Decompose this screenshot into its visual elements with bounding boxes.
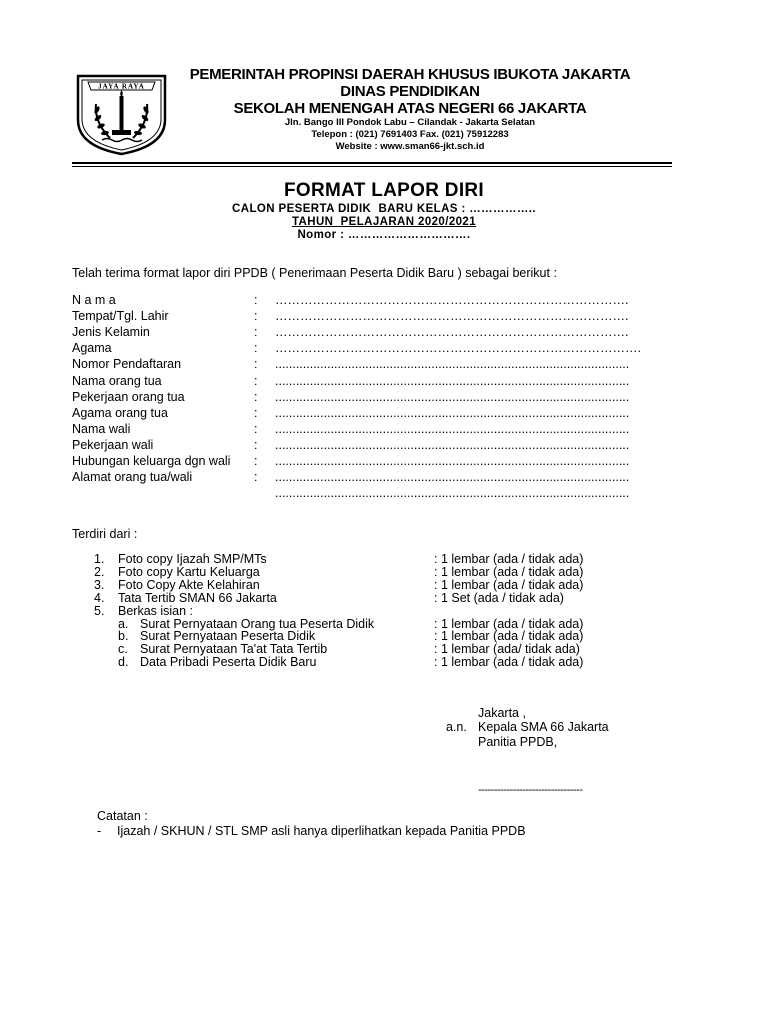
note-dash: - bbox=[97, 824, 102, 838]
document-item bbox=[72, 605, 632, 618]
document-item bbox=[72, 579, 632, 592]
signature-committee: Panitia PPDB, bbox=[478, 735, 558, 749]
field-colon: : bbox=[254, 293, 258, 307]
sub-doc-letter: c. bbox=[118, 642, 128, 657]
doc-number: 3. bbox=[94, 577, 105, 592]
doc-text: Foto copy Kartu Keluarga bbox=[118, 564, 260, 579]
header-government: PEMERINTAH PROPINSI DAERAH KHUSUS IBUKOTA JAKARTA bbox=[189, 66, 631, 83]
doc-number: 2. bbox=[94, 564, 105, 579]
doc-quantity: : 1 lembar (ada / tidak ada) bbox=[434, 564, 584, 579]
field-colon: : bbox=[254, 470, 258, 485]
intro-text: Telah terima format lapor diri PPDB ( Penerimaan Peserta Didik Baru ) sebagai berikut : bbox=[72, 266, 557, 280]
sub-doc-quantity: : 1 lembar (ada / tidak ada) bbox=[434, 629, 584, 644]
field-value-blank: ...................................................................................................... bbox=[275, 357, 630, 372]
header-divider-thin bbox=[72, 166, 672, 167]
field-colon: : bbox=[254, 341, 258, 356]
signature-place: Jakarta , bbox=[478, 706, 526, 720]
form-field-row bbox=[72, 325, 672, 341]
form-field-row bbox=[72, 390, 672, 406]
field-value-blank: ...................................................................................................... bbox=[275, 405, 630, 420]
doc-number: 5. bbox=[94, 603, 105, 618]
field-label: Nama wali bbox=[72, 421, 131, 436]
field-colon: : bbox=[254, 325, 258, 340]
header-divider-thick bbox=[72, 162, 672, 164]
header-department: DINAS PENDIDIKAN bbox=[340, 83, 480, 100]
form-field-row bbox=[72, 357, 672, 373]
school-year: TAHUN PELAJARAN 2020/2021 bbox=[291, 216, 477, 228]
field-label: N a m a bbox=[72, 293, 116, 307]
sub-doc-letter: d. bbox=[118, 655, 129, 670]
sub-doc-quantity: : 1 lembar (ada/ tidak ada) bbox=[434, 642, 580, 657]
field-value-blank: ...................................................................................................... bbox=[275, 421, 630, 436]
field-value-blank: ...................................................................................................... bbox=[275, 373, 630, 388]
school-emblem-logo bbox=[74, 70, 169, 156]
consists-of-label: Terdiri dari : bbox=[72, 527, 138, 541]
document-number: Nomor : …………………………. bbox=[297, 229, 471, 241]
field-colon: : bbox=[254, 357, 258, 372]
form-field-row bbox=[72, 486, 672, 502]
document-subtitle: CALON PESERTA DIDIK BARU KELAS : …………….. bbox=[232, 203, 536, 215]
document-title: FORMAT LAPOR DIRI bbox=[283, 180, 484, 201]
field-value-blank: …………………………………………………………………………. bbox=[275, 293, 629, 307]
form-field-row bbox=[72, 374, 672, 390]
form-field-row bbox=[72, 470, 672, 486]
field-value-blank: …………………………………………………………………………. bbox=[275, 325, 629, 340]
header-address: Jln. Bango III Pondok Labu – Cilandak - Jakarta Selatan bbox=[284, 117, 536, 128]
sub-doc-quantity: : 1 lembar (ada / tidak ada) bbox=[434, 616, 584, 631]
field-value-blank: ...................................................................................................... bbox=[275, 454, 630, 468]
note-text: Ijazah / SKHUN / STL SMP asli hanya diperlihatkan kepada Panitia PPDB bbox=[117, 824, 526, 838]
header-phone: Telepon : (021) 7691403 Fax. (021) 75912283 bbox=[311, 129, 509, 140]
doc-text: Foto Copy Akte Kelahiran bbox=[118, 577, 260, 592]
document-item bbox=[72, 592, 632, 605]
field-label: Agama orang tua bbox=[72, 405, 168, 420]
sub-doc-text: Data Pribadi Peserta Didik Baru bbox=[140, 655, 317, 670]
signature-line: --------------------------------- bbox=[478, 784, 583, 796]
doc-quantity: : 1 Set (ada / tidak ada) bbox=[434, 590, 564, 605]
logo-text: JAYA RAYA bbox=[98, 82, 145, 91]
doc-text: Foto copy Ijazah SMP/MTs bbox=[118, 552, 267, 566]
field-value-blank: ...................................................................................................... bbox=[275, 486, 630, 501]
doc-text: Berkas isian : bbox=[118, 603, 194, 618]
field-label: Agama bbox=[72, 341, 112, 356]
doc-number: 4. bbox=[94, 590, 105, 605]
sub-doc-text: Surat Pernyataan Ta'at Tata Tertib bbox=[140, 642, 328, 657]
doc-number: 1. bbox=[94, 552, 105, 566]
field-colon: : bbox=[254, 454, 258, 468]
field-label: Nama orang tua bbox=[72, 373, 162, 388]
sub-doc-letter: a. bbox=[118, 616, 129, 631]
field-value-blank: ...................................................................................................... bbox=[275, 437, 630, 452]
header-website: Website : www.sman66-jkt.sch.id bbox=[335, 141, 485, 152]
signature-an: a.n. bbox=[446, 720, 467, 734]
field-label: Pekerjaan wali bbox=[72, 437, 154, 452]
doc-text: Tata Tertib SMAN 66 Jakarta bbox=[118, 590, 277, 605]
field-colon: : bbox=[254, 405, 258, 420]
field-colon: : bbox=[254, 389, 258, 404]
field-label: Tempat/Tgl. Lahir bbox=[72, 309, 169, 324]
sub-doc-letter: b. bbox=[118, 629, 129, 644]
form-field-row bbox=[72, 422, 672, 438]
sub-doc-text: Surat Pernyataan Orang tua Peserta Didik bbox=[140, 616, 375, 631]
field-label: Alamat orang tua/wali bbox=[72, 470, 193, 485]
field-colon: : bbox=[254, 421, 258, 436]
field-label: Jenis Kelamin bbox=[72, 325, 150, 340]
doc-quantity: : 1 lembar (ada / tidak ada) bbox=[434, 577, 584, 592]
header-school-name: SEKOLAH MENENGAH ATAS NEGERI 66 JAKARTA bbox=[233, 100, 587, 117]
field-colon: : bbox=[254, 373, 258, 388]
field-value-blank: ...................................................................................................... bbox=[275, 470, 630, 485]
sub-doc-quantity: : 1 lembar (ada / tidak ada) bbox=[434, 655, 584, 670]
field-value-blank: ……………………………………………………………………………. bbox=[275, 341, 641, 356]
document-item bbox=[72, 566, 632, 579]
field-label: Pekerjaan orang tua bbox=[72, 389, 185, 404]
field-value-blank: …………………………………………………………………………. bbox=[275, 309, 629, 324]
form-field-row bbox=[72, 438, 672, 454]
sub-document-item bbox=[72, 656, 632, 669]
field-colon: : bbox=[254, 309, 258, 324]
form-field-row bbox=[72, 406, 672, 422]
field-colon: : bbox=[254, 437, 258, 452]
form-field-row bbox=[72, 309, 672, 325]
notes-label: Catatan : bbox=[97, 809, 148, 823]
field-value-blank: ...................................................................................................... bbox=[275, 389, 630, 404]
doc-quantity: : 1 lembar (ada / tidak ada) bbox=[434, 552, 584, 566]
signature-role: Kepala SMA 66 Jakarta bbox=[478, 720, 609, 734]
field-label: Nomor Pendaftaran bbox=[72, 357, 182, 372]
form-field-row bbox=[72, 293, 672, 309]
form-field-row bbox=[72, 454, 672, 470]
sub-doc-text: Surat Pernyataan Peserta Didik bbox=[140, 629, 316, 644]
form-field-row bbox=[72, 341, 672, 357]
field-label: Hubungan keluarga dgn wali bbox=[72, 454, 231, 468]
